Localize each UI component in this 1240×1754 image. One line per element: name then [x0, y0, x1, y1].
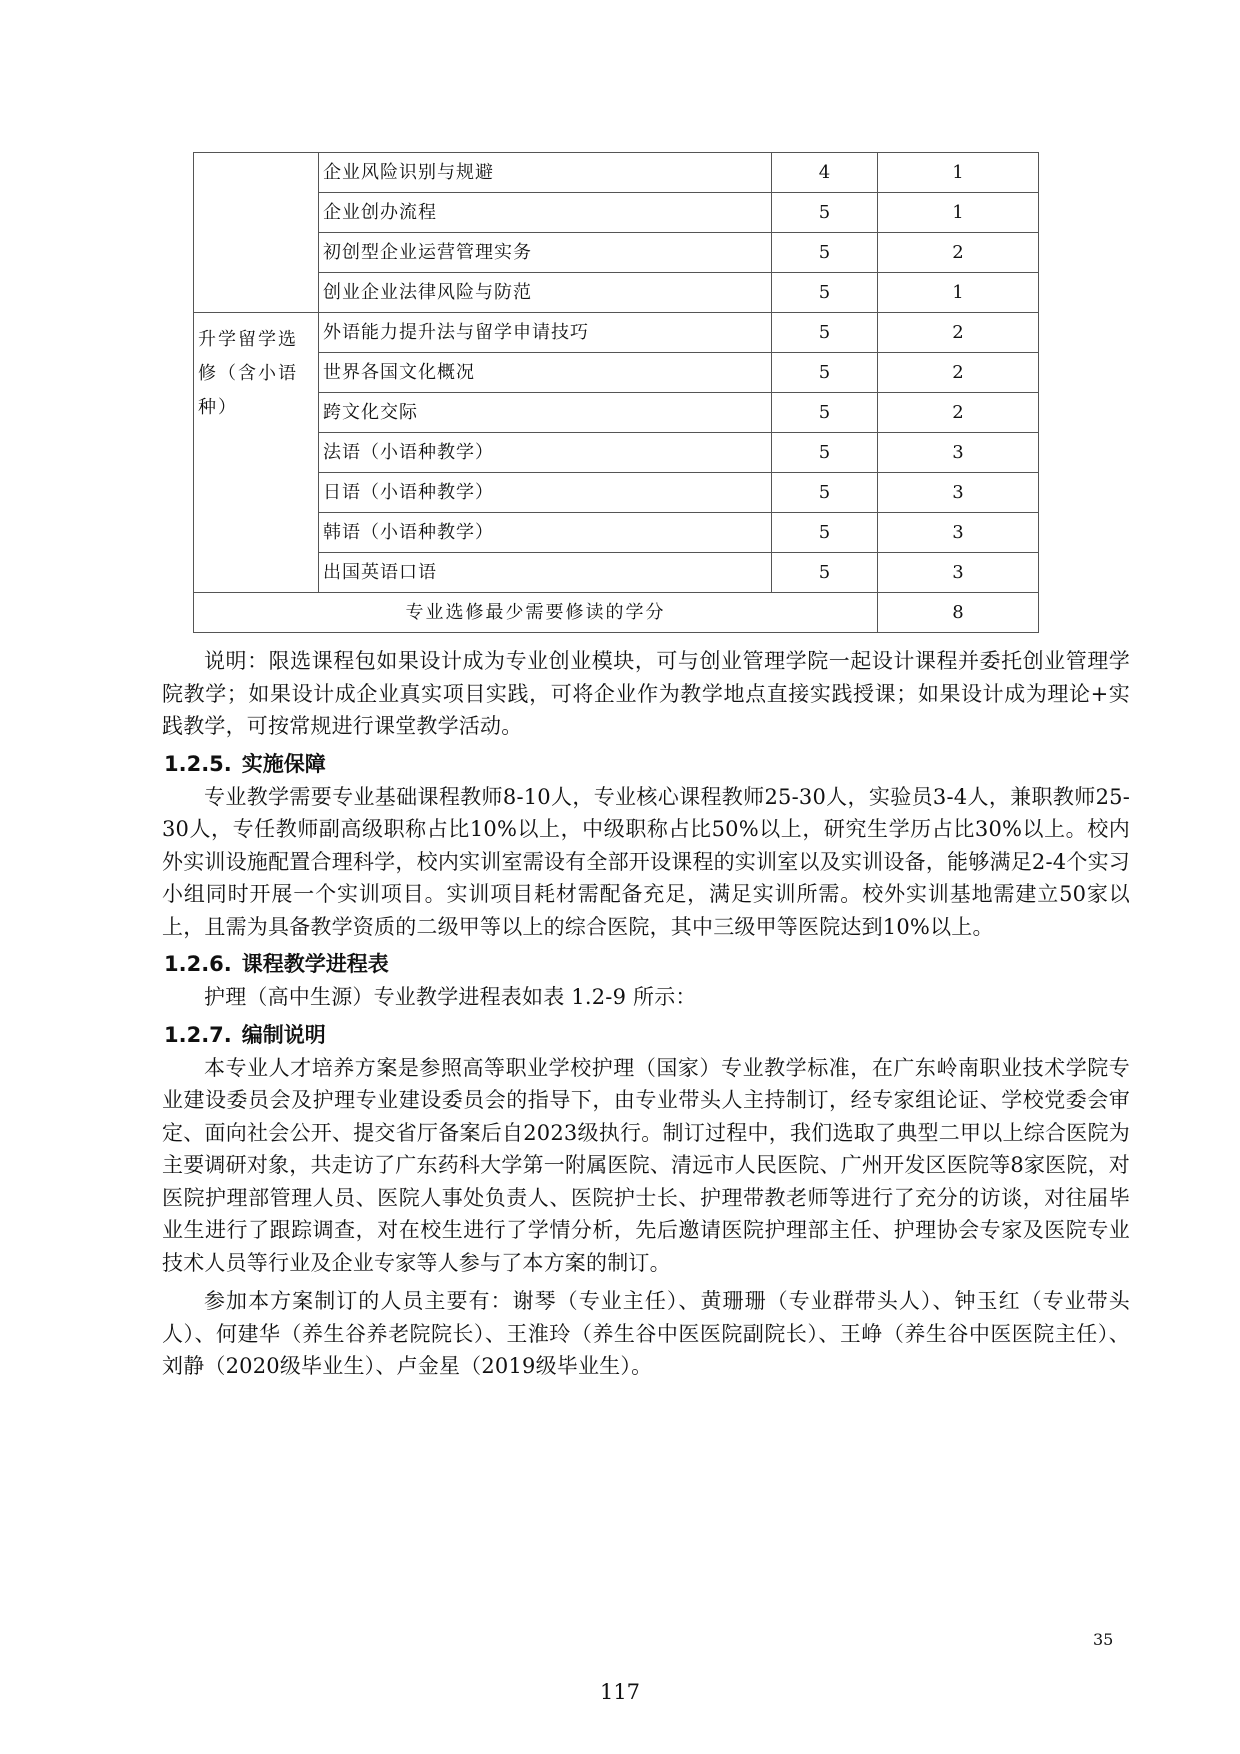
section-heading-1-2-6: [162, 947, 1130, 981]
elective-course-table: [193, 152, 1039, 633]
course-semester: 5: [772, 473, 878, 513]
course-credits: 3: [878, 473, 1039, 513]
course-credits: 3: [878, 553, 1039, 593]
course-credits: 2: [878, 353, 1039, 393]
course-credits: 2: [878, 393, 1039, 433]
course-semester: 5: [772, 233, 878, 273]
course-name: 外语能力提升法与留学申请技巧: [319, 313, 772, 353]
course-name: 日语（小语种教学）: [319, 473, 772, 513]
course-semester: 5: [772, 273, 878, 313]
section-number: 1.2.5.: [164, 751, 232, 776]
section-heading-1-2-5: [162, 747, 1130, 781]
course-name: 创业企业法律风险与防范: [319, 273, 772, 313]
table-row: [194, 273, 1039, 313]
section-number: 1.2.6.: [164, 952, 232, 976]
group-label-line: 种）: [198, 397, 238, 418]
course-semester: 5: [772, 513, 878, 553]
course-semester: 5: [772, 313, 878, 353]
section-title: 课程教学进程表: [241, 952, 389, 976]
course-name: 韩语（小语种教学）: [319, 513, 772, 553]
table-row: [194, 193, 1039, 233]
table-row: [194, 513, 1039, 553]
inner-page-number: 35: [1093, 1630, 1114, 1649]
table-row: [194, 153, 1039, 193]
table-row: [194, 353, 1039, 393]
course-credits: 3: [878, 513, 1039, 553]
course-semester: 5: [772, 353, 878, 393]
group-cell-entrepreneurship-continued: [194, 153, 319, 313]
course-name: 跨文化交际: [319, 393, 772, 433]
course-name: 世界各国文化概况: [319, 353, 772, 393]
min-credits-label: 专业选修最少需要修读的学分: [194, 593, 878, 633]
course-semester: 5: [772, 393, 878, 433]
course-name: 企业创办流程: [319, 193, 772, 233]
section-title: 实施保障: [241, 751, 326, 776]
table-note: 说明：限选课程包如果设计成为专业创业模块，可与创业管理学院一起设计课程并委托创业管理学院教学；如果设计成企业真实项目实践，可将企业作为教学地点直接实践授课；如果设计成为理论+实践教学，可按常规进行课堂教学活动。: [162, 649, 1130, 738]
group-label-line: 升学留学选: [198, 329, 298, 350]
paragraph-compilation: 本专业人才培养方案是参照高等职业学校护理（国家）专业教学标准，在广东岭南职业技术学院专业建设委员会及护理专业建设委员会的指导下，由专业带头人主持制订，经专家组论证、学校党委会审定、面向社会公开、提交省厅备案后自2023级执行。制订过程中，我们选取了典型二甲以上综合医院为主要调研对象，共走访了广东药科大学第一附属医院、清远市人民医院、广州开发区医院等8家医院，对医院护理部管理人员、医院人事处负责人、医院护士长、护理带教老师等进行了充分的访谈，对往届毕业生进行了跟踪调查，对在校生进行了学情分析，先后邀请医院护理部主任、护理协会专家及医院专业技术人员等行业及企业专家等人参与了本方案的制订。: [162, 1055, 1130, 1275]
course-credits: 1: [878, 153, 1039, 193]
course-semester: 5: [772, 193, 878, 233]
course-semester: 5: [772, 433, 878, 473]
section-title: 编制说明: [241, 1022, 326, 1047]
document-body: [162, 645, 1130, 1383]
table-row: [194, 553, 1039, 593]
course-credits: 2: [878, 313, 1039, 353]
table-row: [194, 393, 1039, 433]
course-name: 出国英语口语: [319, 553, 772, 593]
section-heading-1-2-7: [162, 1018, 1130, 1052]
group-label-line: 修（含小语: [198, 363, 298, 384]
course-name: 法语（小语种教学）: [319, 433, 772, 473]
course-semester: 4: [772, 153, 878, 193]
course-credits: 1: [878, 193, 1039, 233]
outer-page-number: 117: [599, 1680, 641, 1704]
group-cell-study-abroad: [194, 313, 319, 593]
course-credits: 2: [878, 233, 1039, 273]
table-row: [194, 473, 1039, 513]
paragraph-schedule-ref: 护理（高中生源）专业教学进程表如表 1.2-9 所示：: [204, 985, 697, 1009]
course-credits: 3: [878, 433, 1039, 473]
table-row: [194, 313, 1039, 353]
min-credits-value: 8: [878, 593, 1039, 633]
course-semester: 5: [772, 553, 878, 593]
paragraph-implementation: 专业教学需要专业基础课程教师8-10人，专业核心课程教师25-30人，实验员3-4人，兼职教师25-30人，专任教师副高级职称占比10%以上，中级职称占比50%以上，研究生学历占比30%以上。校内外实训设施配置合理科学，校内实训室需设有全部开设课程的实训室以及实训设备，能够满足2-4个实习小组同时开展一个实训项目。实训项目耗材需配备充足，满足实训所需。校外实训基地需建立50家以上，且需为具备教学资质的二级甲等以上的综合医院，其中三级甲等医院达到10%以上。: [162, 784, 1130, 939]
course-credits: 1: [878, 273, 1039, 313]
section-number: 1.2.7.: [164, 1022, 232, 1047]
paragraph-contributors: 参加本方案制订的人员主要有：谢琴（专业主任）、黄珊珊（专业群带头人）、钟玉红（专业带头人）、何建华（养生谷养老院院长）、王淮玲（养生谷中医医院副院长）、王峥（养生谷中医医院主任）、刘静（2020级毕业生）、卢金星（2019级毕业生）。: [162, 1289, 1130, 1378]
table-row: [194, 233, 1039, 273]
course-name: 企业风险识别与规避: [319, 153, 772, 193]
course-name: 初创型企业运营管理实务: [319, 233, 772, 273]
table-row: [194, 433, 1039, 473]
table-summary-row: [194, 593, 1039, 633]
